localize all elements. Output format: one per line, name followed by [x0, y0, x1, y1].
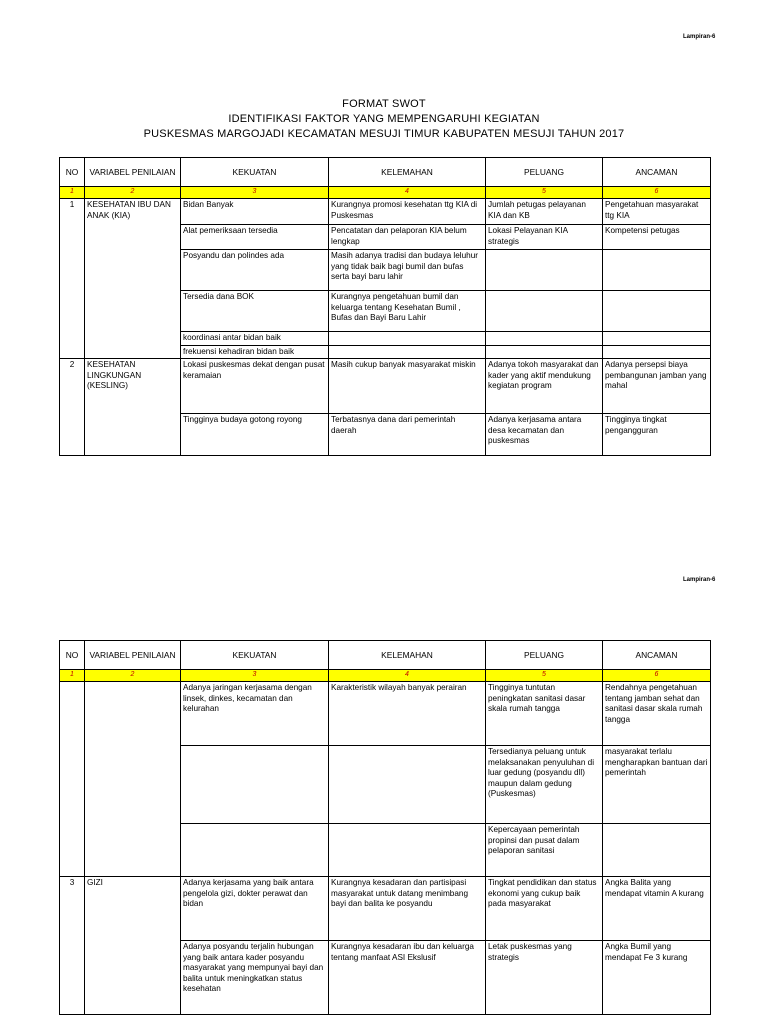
kekuatan-cell: Alat pemeriksaan tersedia [181, 225, 329, 250]
ancaman-cell: Rendahnya pengetahuan tentang jamban sehat dan sanitasi dasar skala rumah tangga [603, 682, 711, 746]
ancaman-cell: Kompetensi petugas [603, 225, 711, 250]
row-number [60, 682, 85, 877]
header-kekuatan: KEKUATAN [181, 158, 329, 187]
kelemahan-cell: Kurangnya pengetahuan bumil dan keluarga tentang Kesehatan Bumil , Bufas dan Bayi Baru Lahir [329, 291, 486, 332]
variabel-cell [85, 682, 181, 877]
ancaman-cell [603, 345, 711, 359]
lampiran-label: Lampiran-6 [683, 34, 716, 40]
header-peluang: PELUANG [486, 641, 603, 670]
kekuatan-cell: Adanya posyandu terjalin hubungan yang baik antara kader posyandu masyarakat yang mempunyai bayi dan balita untuk meningkatkan status kesehatan [181, 941, 329, 1015]
header-ancaman: ANCAMAN [603, 641, 711, 670]
swot-table-1 [59, 157, 711, 456]
title-identifikasi: IDENTIFIKASI FAKTOR YANG MEMPENGARUHI KEGIATAN [228, 113, 540, 125]
lampiran-label: Lampiran-6 [683, 577, 716, 583]
col-number: 3 [181, 670, 329, 682]
kelemahan-cell [329, 746, 486, 824]
peluang-cell [486, 291, 603, 332]
kekuatan-cell: Posyandu dan polindes ada [181, 250, 329, 291]
kelemahan-cell [329, 332, 486, 346]
header-kelemahan: KELEMAHAN [329, 158, 486, 187]
kelemahan-cell: Kurangnya promosi kesehatan ttg KIA di Puskesmas [329, 199, 486, 225]
kelemahan-cell [329, 345, 486, 359]
kekuatan-cell: frekuensi kehadiran bidan baik [181, 345, 329, 359]
col-number: 5 [486, 187, 603, 199]
variabel-cell: KESEHATAN LINGKUNGAN (KESLING) [85, 359, 181, 456]
row-number: 1 [60, 199, 85, 359]
col-number: 2 [85, 187, 181, 199]
header-no: NO [60, 158, 85, 187]
ancaman-cell: Pengetahuan masyarakat ttg KIA [603, 199, 711, 225]
ancaman-cell [603, 291, 711, 332]
ancaman-cell: masyarakat terlalu mengharapkan bantuan dari pemerintah [603, 746, 711, 824]
header-ancaman: ANCAMAN [603, 158, 711, 187]
peluang-cell: Tersedianya peluang untuk melaksanakan penyuluhan di luar gedung (posyandu dll) maupun dalam gedung (Puskesmas) [486, 746, 603, 824]
kelemahan-cell: Pencatatan dan pelaporan KIA belum lengkap [329, 225, 486, 250]
kekuatan-cell: Adanya kerjasama yang baik antara pengelola gizi, dokter perawat dan bidan [181, 877, 329, 941]
peluang-cell [486, 250, 603, 291]
ancaman-cell: Angka Bumil yang mendapat Fe 3 kurang [603, 941, 711, 1015]
table-row [60, 359, 711, 414]
header-variabel: VARIABEL PENILAIAN [85, 641, 181, 670]
kelemahan-cell: Masih adanya tradisi dan budaya leluhur yang tidak baik bagi bumil dan bufas serta bayi baru lahir [329, 250, 486, 291]
kelemahan-cell: Karakteristik wilayah banyak perairan [329, 682, 486, 746]
header-row [60, 158, 711, 187]
peluang-cell [486, 332, 603, 346]
kekuatan-cell: Tingginya budaya gotong royong [181, 414, 329, 456]
col-number: 6 [603, 187, 711, 199]
kekuatan-cell [181, 824, 329, 877]
kekuatan-cell: Bidan Banyak [181, 199, 329, 225]
peluang-cell [486, 345, 603, 359]
ancaman-cell: Angka Balita yang mendapat vitamin A kurang [603, 877, 711, 941]
peluang-cell: Adanya kerjasama antara desa kecamatan dan puskesmas [486, 414, 603, 456]
row-number: 3 [60, 877, 85, 1015]
peluang-cell: Kepercayaan pemerintah propinsi dan pusat dalam pelaporan sanitasi [486, 824, 603, 877]
peluang-cell: Lokasi Pelayanan KIA strategis [486, 225, 603, 250]
ancaman-cell [603, 824, 711, 877]
col-number: 4 [329, 187, 486, 199]
kekuatan-cell: Tersedia dana BOK [181, 291, 329, 332]
header-variabel: VARIABEL PENILAIAN [85, 158, 181, 187]
header-row [60, 641, 711, 670]
document-title [0, 97, 768, 142]
col-number: 5 [486, 670, 603, 682]
title-format-swot: FORMAT SWOT [342, 98, 426, 110]
kelemahan-cell [329, 824, 486, 877]
kelemahan-cell: Kurangnya kesadaran ibu dan keluarga tentang manfaat ASI Ekslusif [329, 941, 486, 1015]
ancaman-cell: Tingginya tingkat pengangguran [603, 414, 711, 456]
col-number: 2 [85, 670, 181, 682]
swot-table-2 [59, 640, 711, 1015]
header-peluang: PELUANG [486, 158, 603, 187]
col-number: 3 [181, 187, 329, 199]
peluang-cell: Jumlah petugas pelayanan KIA dan KB [486, 199, 603, 225]
header-no: NO [60, 641, 85, 670]
col-number: 4 [329, 670, 486, 682]
header-kelemahan: KELEMAHAN [329, 641, 486, 670]
peluang-cell: Tingkat pendidikan dan status ekonomi yang cukup baik pada masyarakat [486, 877, 603, 941]
col-number: 1 [60, 187, 85, 199]
kekuatan-cell [181, 746, 329, 824]
kelemahan-cell: Masih cukup banyak masyarakat miskin [329, 359, 486, 414]
kelemahan-cell: Kurangnya kesadaran dan partisipasi masyarakat untuk datang menimbang bayi dan balita ke posyandu [329, 877, 486, 941]
ancaman-cell [603, 332, 711, 346]
col-number: 6 [603, 670, 711, 682]
column-number-row [60, 187, 711, 199]
peluang-cell: Adanya tokoh masyarakat dan kader yang aktif mendukung kegiatan program [486, 359, 603, 414]
column-number-row [60, 670, 711, 682]
table-row [60, 682, 711, 746]
peluang-cell: Tingginya tuntutan peningkatan sanitasi dasar skala rumah tangga [486, 682, 603, 746]
header-kekuatan: KEKUATAN [181, 641, 329, 670]
col-number: 1 [60, 670, 85, 682]
kekuatan-cell: Lokasi puskesmas dekat dengan pusat keramaian [181, 359, 329, 414]
kekuatan-cell: Adanya jaringan kerjasama dengan linsek, dinkes, kecamatan dan kelurahan [181, 682, 329, 746]
peluang-cell: Letak puskesmas yang strategis [486, 941, 603, 1015]
table-row [60, 199, 711, 225]
kekuatan-cell: koordinasi antar bidan baik [181, 332, 329, 346]
ancaman-cell: Adanya persepsi biaya pembangunan jamban yang mahal [603, 359, 711, 414]
row-number: 2 [60, 359, 85, 456]
ancaman-cell [603, 250, 711, 291]
variabel-cell: KESEHATAN IBU DAN ANAK (KIA) [85, 199, 181, 359]
variabel-cell: GIZI [85, 877, 181, 1015]
table-row [60, 877, 711, 941]
kelemahan-cell: Terbatasnya dana dari pemerintah daerah [329, 414, 486, 456]
title-puskesmas: PUSKESMAS MARGOJADI KECAMATAN MESUJI TIMUR KABUPATEN MESUJI TAHUN 2017 [143, 128, 625, 140]
